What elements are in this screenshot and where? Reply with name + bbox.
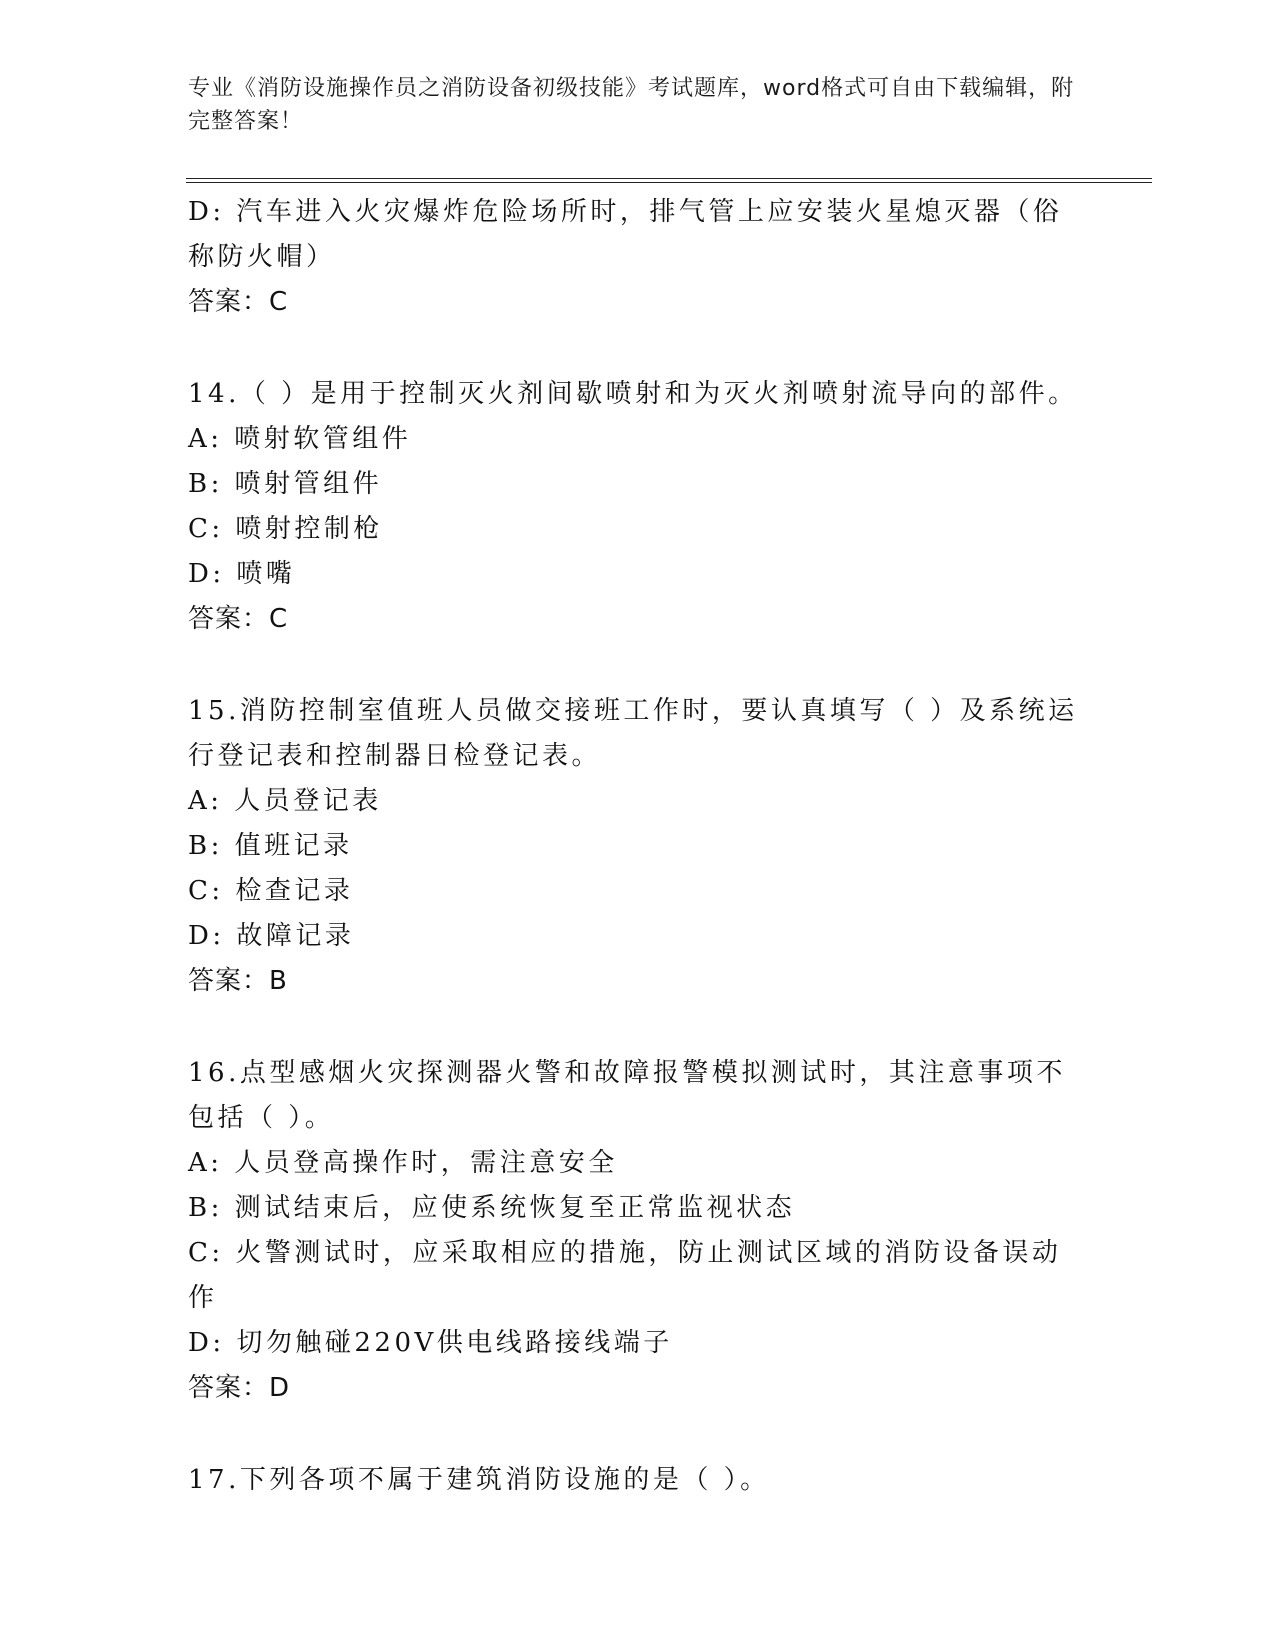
question-13-continued (188, 190, 1078, 325)
answer-line: 答案：C (188, 604, 289, 634)
answer-line: 答案：D (188, 1373, 291, 1403)
option-d: D: 切勿触碰220V供电线路接线端子 (188, 1328, 673, 1358)
option-a: A: 喷射软管组件 (188, 424, 412, 454)
document-body (188, 190, 1078, 1503)
answer-line: 答案：C (188, 287, 289, 317)
option-a: A: 人员登高操作时，需注意安全 (188, 1148, 618, 1178)
page-header: 专业《消防设施操作员之消防设备初级技能》考试题库，word格式可自由下载编辑，附完整答案！ (188, 76, 1075, 134)
question-stem: 17.下列各项不属于建筑消防设施的是（ ）。 (188, 1465, 770, 1495)
option-b: B: 值班记录 (188, 831, 353, 861)
option-d: D: 汽车进入火灾爆炸危险场所时，排气管上应安装火星熄灭器（俗称防火帽） (188, 197, 1063, 272)
question-stem: 15.消防控制室值班人员做交接班工作时，要认真填写（ ）及系统运行登记表和控制器日检登记表。 (188, 696, 1078, 771)
option-a: A: 人员登记表 (188, 786, 382, 816)
question-stem: 16.点型感烟火灾探测器火警和故障报警模拟测试时，其注意事项不包括（ ）。 (188, 1058, 1066, 1133)
option-b: B: 测试结束后，应使系统恢复至正常监视状态 (188, 1193, 796, 1223)
spacer (188, 642, 1078, 689)
header-rule-top (186, 178, 1152, 179)
question-14 (188, 372, 1078, 642)
question-15 (188, 689, 1078, 1004)
question-stem: 14.（ ）是用于控制灭火剂间歇喷射和为灭火剂喷射流导向的部件。 (188, 379, 1078, 409)
option-d: D: 喷嘴 (188, 559, 296, 589)
option-c: C: 火警测试时，应采取相应的措施，防止测试区域的消防设备误动作 (188, 1238, 1062, 1313)
spacer (188, 1411, 1078, 1458)
option-c: C: 喷射控制枪 (188, 514, 383, 544)
question-17 (188, 1458, 1078, 1503)
header-rule-bottom (186, 182, 1152, 183)
spacer (188, 1004, 1078, 1051)
spacer (188, 325, 1078, 372)
option-d: D: 故障记录 (188, 921, 355, 951)
option-b: B: 喷射管组件 (188, 469, 383, 499)
question-16 (188, 1051, 1078, 1411)
answer-line: 答案：B (188, 966, 288, 996)
option-c: C: 检查记录 (188, 876, 354, 906)
